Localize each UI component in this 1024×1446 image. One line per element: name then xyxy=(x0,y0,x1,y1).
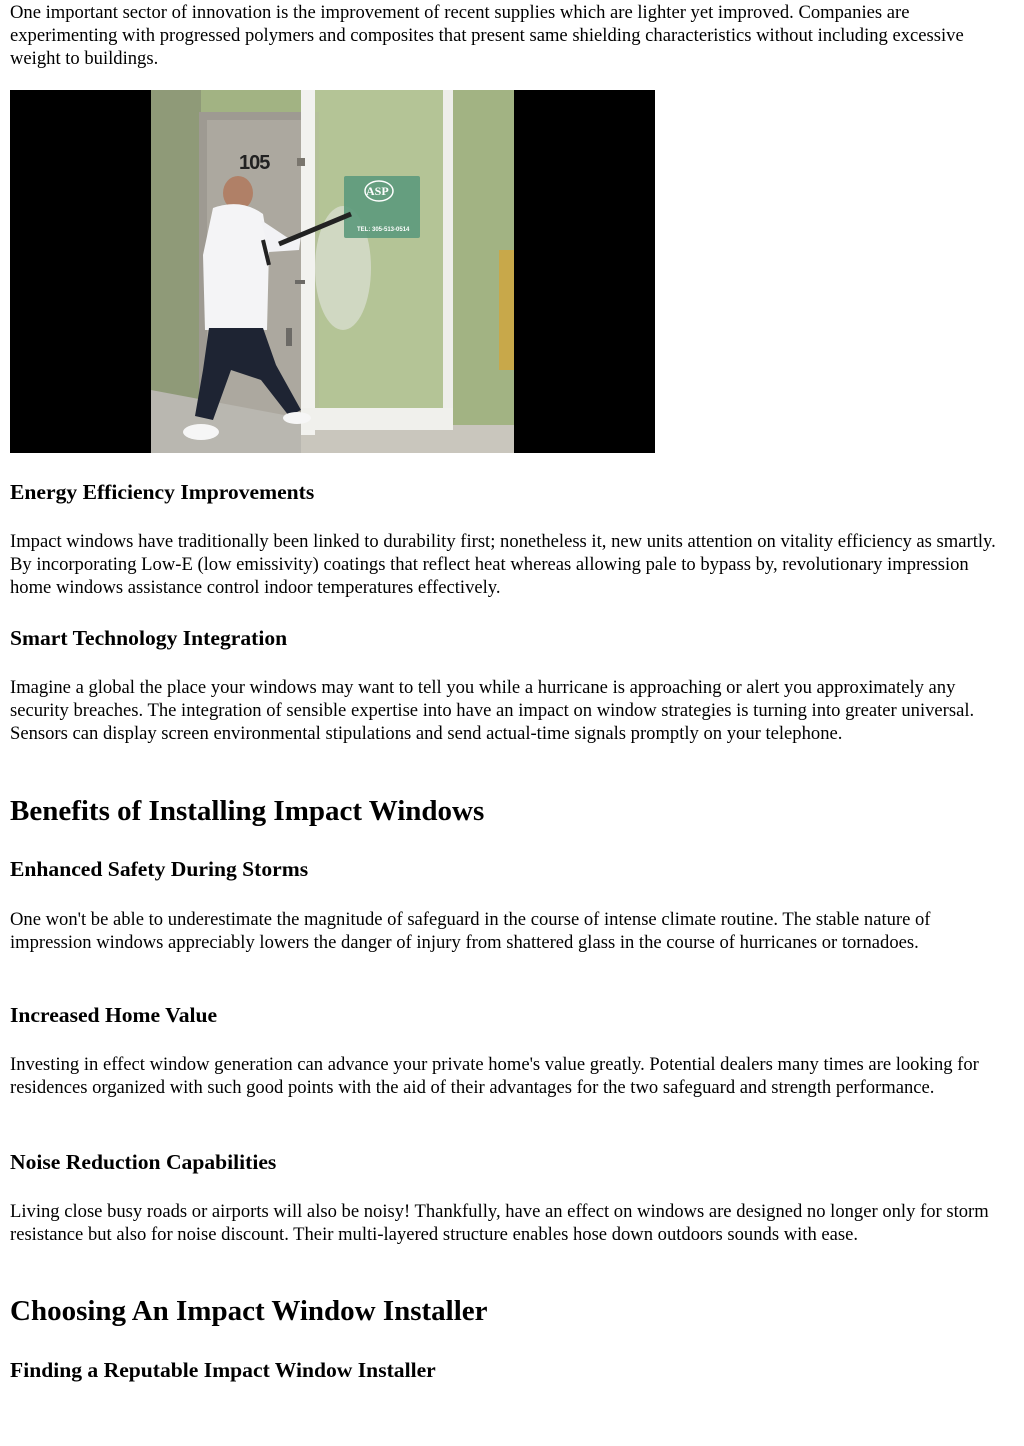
scene-illustration xyxy=(151,90,514,453)
impact-window-test-image xyxy=(10,90,655,453)
section-paragraph: Imagine a global the place your windows may want to tell you while a hurricane is approaching or alert you approximately any security breaches. The integration of sensible expertise into have an impact on window strategies is turning into greater universal. Sensors can display screen environmental stipulations and send actual-time signals promptly on your telephone. xyxy=(10,677,975,745)
image-scene xyxy=(151,90,514,453)
installer-subheading: Finding a Reputable Impact Window Installer xyxy=(10,1358,436,1382)
benefit-heading: Noise Reduction Capabilities xyxy=(10,1150,277,1174)
benefit-paragraph: Investing in effect window generation can advance your private home's value greatly. Potential dealers many times are looking for residences organized with such good points with the aid of their advantages for the two safeguard and strength performance. xyxy=(10,1054,979,1099)
benefits-heading: Benefits of Installing Impact Windows xyxy=(10,795,485,827)
section-heading: Smart Technology Integration xyxy=(10,626,288,650)
benefit-heading: Increased Home Value xyxy=(10,1003,218,1027)
door-number: 105 xyxy=(239,152,270,174)
sign-phone: TEL: 305-513-0514 xyxy=(357,227,410,233)
sign-logo: ASP xyxy=(366,184,389,198)
benefit-paragraph: One won't be able to underestimate the magnitude of safeguard in the course of intense climate routine. The stable nature of impression windows appreciably lowers the danger of injury from shattered glass in the course of hurricanes or tornadoes. xyxy=(10,909,931,954)
benefit-paragraph: Living close busy roads or airports will also be noisy! Thankfully, have an effect on windows are designed no longer only for storm resistance but also for noise discount. Their multi-layered structure enables hose down outdoors sounds with ease. xyxy=(10,1201,989,1246)
section-paragraph: Impact windows have traditionally been linked to durability first; nonetheless it, new units attention on vitality efficiency as smartly. By incorporating Low-E (low emissivity) coatings that reflect heat whereas allowing pale to bypass by, revolutionary impression home windows assistance control indoor temperatures effectively. xyxy=(10,531,996,599)
intro-paragraph: One important sector of innovation is the improvement of recent supplies which are lighter yet improved. Companies are experimenting with progressed polymers and composites that present same shielding characteristics without including excessive weight to buildings. xyxy=(10,2,964,70)
installer-heading: Choosing An Impact Window Installer xyxy=(10,1295,488,1327)
section-heading: Energy Efficiency Improvements xyxy=(10,480,315,504)
benefit-heading: Enhanced Safety During Storms xyxy=(10,857,309,881)
